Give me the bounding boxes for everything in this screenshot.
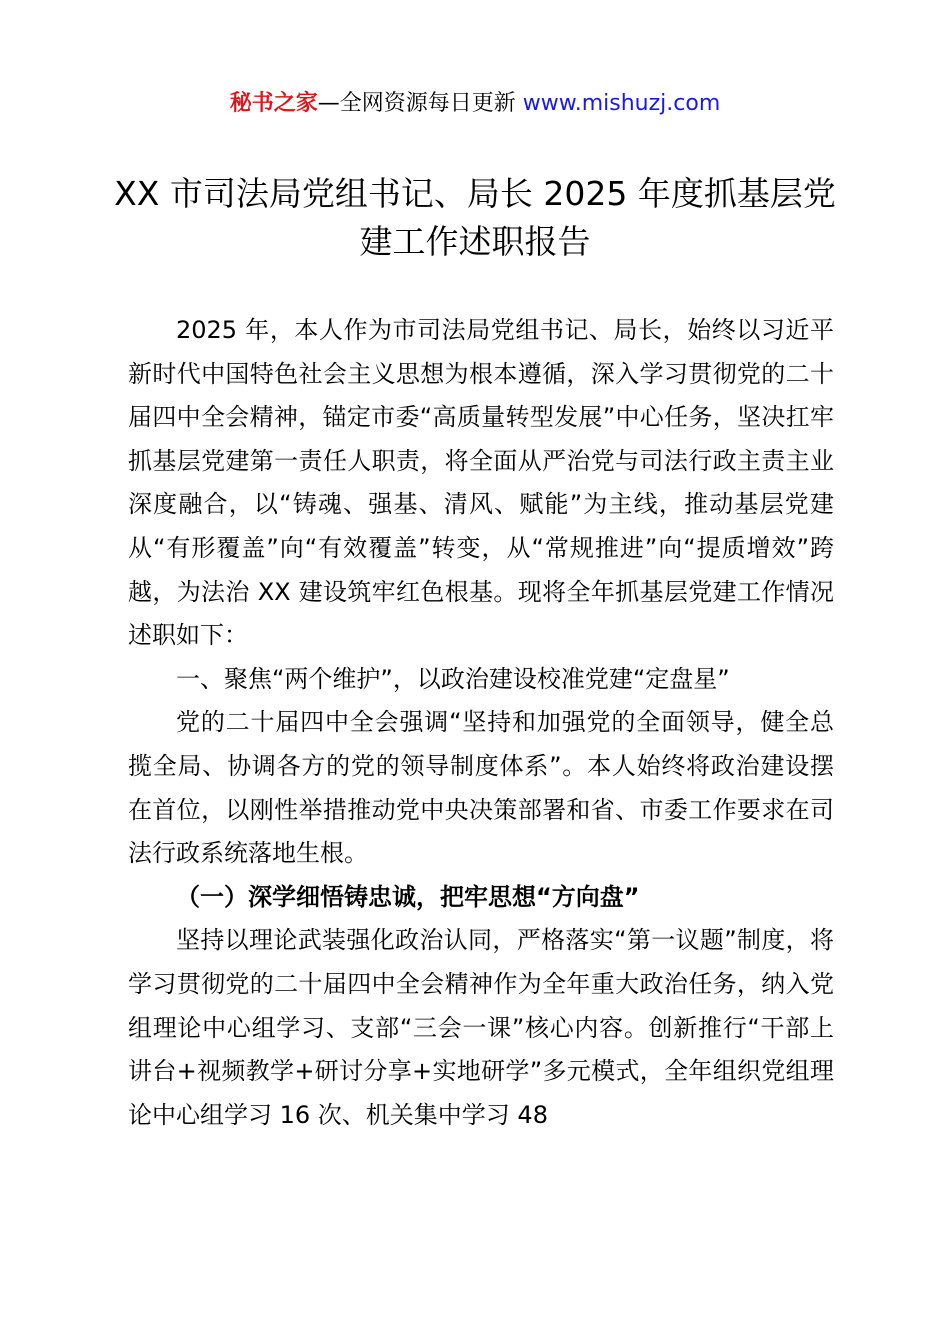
intro-paragraph: 2025 年，本人作为市司法局党组书记、局长，始终以习近平新时代中国特色社会主义思想为根本遵循，深入学习贯彻党的二十届四中全会精神，锚定市委“高质量转型发展”中心任务，坚决扛牢抓基层党建第一责任人职责，将全面从严治党与司法行政主责主业深度融合，以“铸魂、强基、清风、赋能”为主线，推动基层党建从“有形覆盖”向“有效覆盖”转变，从“常规推进”向“提质增效”跨越，为法治 XX 建设筑牢红色根基。现将全年抓基层党建工作情况述职如下： xyxy=(128,316,834,650)
document-title: XX 市司法局党组书记、局长 2025 年度抓基层党建工作述职报告 xyxy=(114,174,836,261)
site-url-link[interactable]: www.mishuzj.com xyxy=(522,91,721,116)
section-heading: 一、聚焦“两个维护”，以政治建设校准党建“定盘星” xyxy=(176,664,730,693)
header-tagline: —全网资源每日更新 xyxy=(317,91,516,116)
site-header xyxy=(0,88,950,120)
subsection-heading: （一）深学细悟铸忠诚，把牢思想“方向盘” xyxy=(176,882,640,911)
section-paragraph: 党的二十届四中全会强调“坚持和加强党的全面领导，健全总揽全局、协调各方的党的领导制度体系”。本人始终将政治建设摆在首位，以刚性举措推动党中央决策部署和省、市委工作要求在司法行政系统落地生根。 xyxy=(128,708,834,868)
subsection-paragraph: 坚持以理论武装强化政治认同，严格落实“第一议题”制度，将学习贯彻党的二十届四中全会精神作为全年重大政治任务，纳入党组理论中心组学习、支部“三会一课”核心内容。创新推行“干部上讲台+视频教学+研讨分享+实地研学”多元模式，全年组织党组理论中心组学习 16 次、机关集中学习 48 xyxy=(128,926,834,1129)
document-body xyxy=(128,309,834,1137)
brand-name: 秘书之家 xyxy=(229,91,318,116)
